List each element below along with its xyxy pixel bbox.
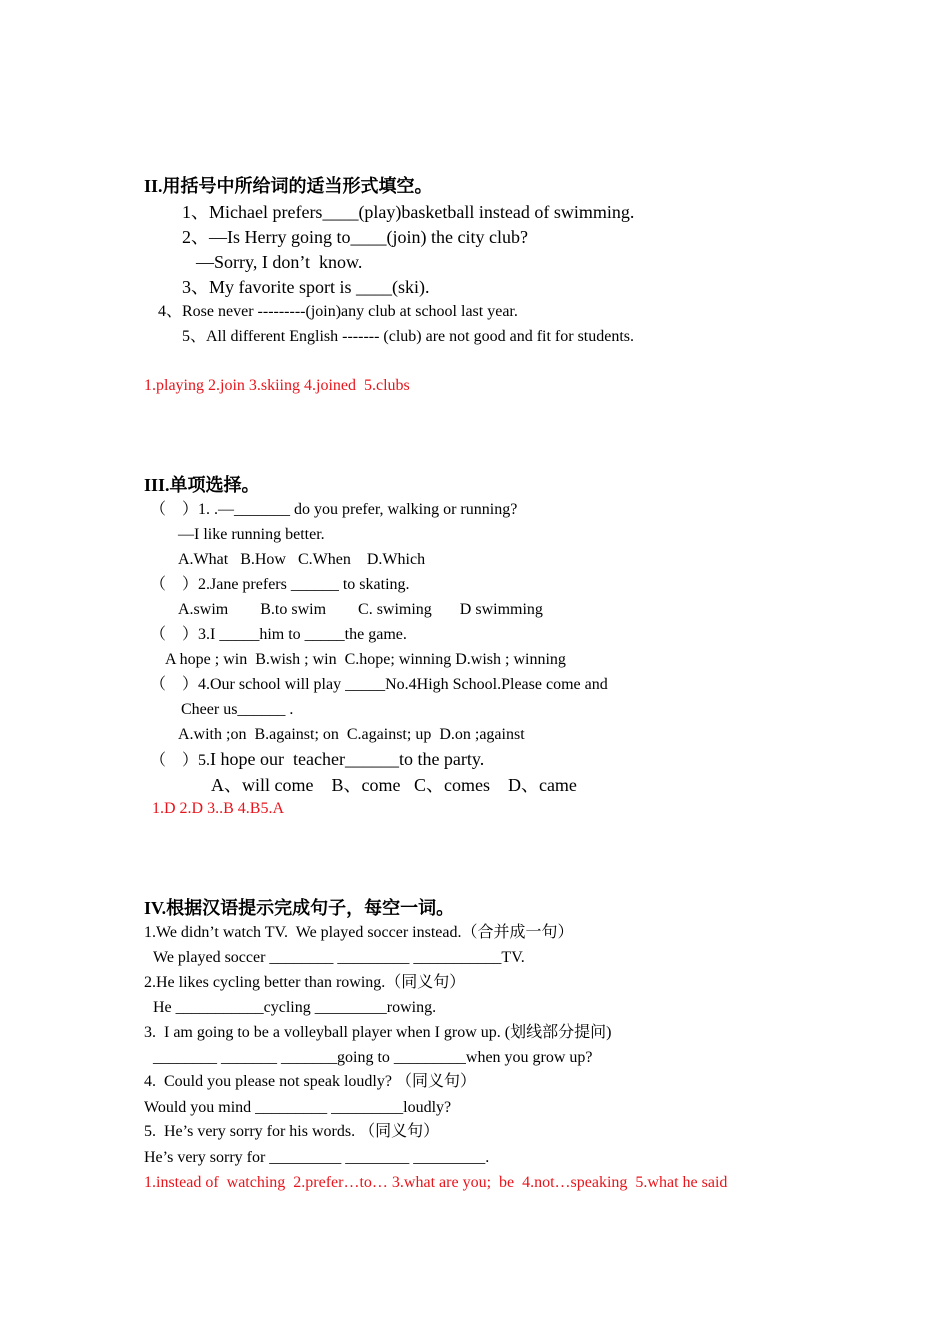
section-3-question-5-options: A、will come B、come C、comes D、came: [211, 775, 577, 795]
section-3-question-3: （ ）3.I _____him to _____the game.: [150, 626, 407, 643]
section-3-question-4-options: A.with ;on B.against; on C.against; up D.on ;against: [178, 726, 525, 743]
section-3-question-5: [150, 748, 484, 771]
section-4-question-4: 4. Could you please not speak loudly? （同义句）: [144, 1073, 476, 1090]
section-2-question-2: 2、—Is Herry going to____(join) the city club?: [182, 227, 528, 247]
section-3-question-2-options: A.swim B.to swim C. swiming D swimming: [178, 601, 543, 618]
section-3-question-1-reply: —I like running better.: [178, 526, 325, 543]
section-2-question-1: 1、Michael prefers____(play)basketball instead of swimming.: [182, 202, 635, 222]
section-3-question-4-continued: Cheer us______ .: [181, 701, 294, 718]
section-4-question-3-blanks: ________ _______ _______going to _________when you grow up?: [153, 1049, 593, 1066]
section-2-question-4: 4、Rose never ---------(join)any club at school last year.: [158, 303, 518, 320]
section-4-question-1-blanks: We played soccer ________ _________ ___________TV.: [153, 949, 525, 966]
section-2-heading: II.用括号中所给词的适当形式填空。: [144, 176, 433, 196]
section-3-question-5-number: （ ）5.: [150, 752, 211, 769]
section-4-question-5: 5. He’s very sorry for his words. （同义句）: [144, 1123, 440, 1140]
section-4-question-2: 2.He likes cycling better than rowing.（同义句）: [144, 974, 466, 991]
section-4-question-1: 1.We didn’t watch TV. We played soccer instead.（合并成一句）: [144, 924, 574, 941]
section-3-question-1: （ ）1. .—_______ do you prefer, walking or running?: [150, 501, 518, 518]
section-2-question-3: 3、My favorite sport is ____(ski).: [182, 277, 430, 297]
section-3-question-5-text: I hope our teacher______to the party.: [210, 749, 485, 769]
section-4-question-3: 3. I am going to be a volleyball player when I grow up. (划线部分提问): [144, 1024, 612, 1041]
section-2-question-2-reply: —Sorry, I don’t know.: [196, 252, 363, 272]
section-3-heading: III.单项选择。: [144, 475, 260, 495]
section-4-question-5-blanks: He’s very sorry for _________ ________ _________.: [144, 1149, 490, 1166]
section-2-answers: 1.playing 2.join 3.skiing 4.joined 5.clubs: [144, 377, 410, 394]
section-2-question-5: 5、All different English ------- (club) are not good and fit for students.: [182, 328, 635, 345]
section-4-question-2-blanks: He ___________cycling _________rowing.: [153, 999, 437, 1016]
section-4-answers: 1.instead of watching 2.prefer…to… 3.what are you; be 4.not…speaking 5.what he said: [144, 1174, 728, 1191]
section-3-question-1-options: A.What B.How C.When D.Which: [178, 551, 426, 568]
section-3-question-2: （ ）2.Jane prefers ______ to skating.: [150, 576, 410, 593]
section-4-heading: IV.根据汉语提示完成句子，每空一词。: [144, 898, 455, 918]
section-4-question-4-blanks: Would you mind _________ _________loudly?: [144, 1099, 452, 1116]
section-3-question-3-options: A hope ; win B.wish ; win C.hope; winning D.wish ; winning: [165, 651, 566, 668]
section-3-answers: 1.D 2.D 3..B 4.B5.A: [152, 800, 285, 817]
section-3-question-4: （ ）4.Our school will play _____No.4High School.Please come and: [150, 676, 608, 693]
